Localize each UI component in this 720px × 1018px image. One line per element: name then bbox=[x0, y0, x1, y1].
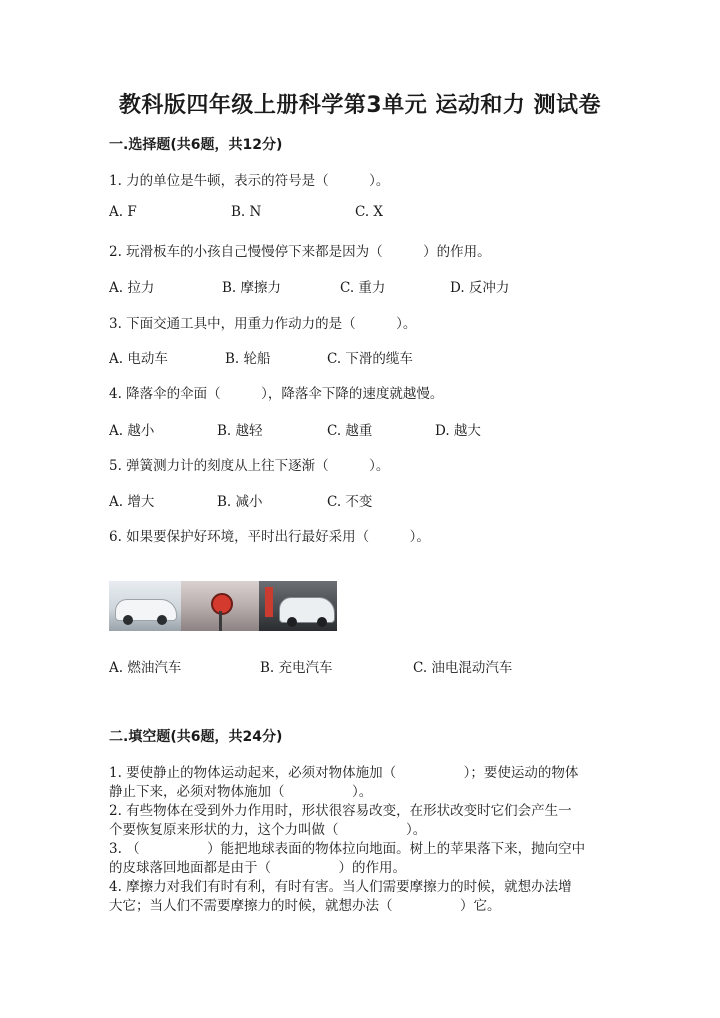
question-4: 4. 降落伞的伞面（ ），降落伞下降的速度就越慢。 bbox=[109, 386, 444, 402]
q5-option-a: A. 增大 bbox=[109, 494, 155, 510]
q4-option-a: A. 越小 bbox=[109, 423, 155, 439]
page-title: 教科版四年级上册科学第3单元 运动和力 测试卷 bbox=[118, 93, 602, 118]
charging-cable-shape bbox=[219, 611, 222, 631]
q1-option-a: A. F bbox=[109, 204, 137, 220]
car-photos bbox=[109, 581, 337, 631]
car-photo-gasoline bbox=[109, 581, 181, 631]
question-5: 5. 弹簧测力计的刻度从上往下逐渐（ ）。 bbox=[109, 458, 390, 474]
section-heading-choice: 一.选择题(共6题，共12分) bbox=[109, 137, 283, 153]
q2-option-b: B. 摩擦力 bbox=[222, 280, 282, 296]
q3-option-b: B. 轮船 bbox=[225, 351, 271, 367]
car-photo-charging bbox=[181, 581, 259, 631]
wheel-shape bbox=[287, 617, 297, 627]
wheel-shape bbox=[317, 617, 327, 627]
q6-option-b: B. 充电汽车 bbox=[260, 660, 333, 676]
q6-option-a: A. 燃油汽车 bbox=[109, 660, 182, 676]
wheel-shape bbox=[157, 615, 167, 625]
q4-option-c: C. 越重 bbox=[327, 423, 373, 439]
question-1: 1. 力的单位是牛顿，表示的符号是（ ）。 bbox=[109, 173, 390, 189]
q3-option-c: C. 下滑的缆车 bbox=[327, 351, 413, 367]
fill-line-7: 4. 摩擦力对我们有时有利，有时有害。当人们需要摩擦力的时候，就想办法增 bbox=[109, 879, 572, 895]
charger-station-shape bbox=[265, 587, 273, 617]
q1-option-c: C. X bbox=[355, 204, 384, 220]
q1-option-b: B. N bbox=[231, 204, 262, 220]
q4-option-d: D. 越大 bbox=[435, 423, 481, 439]
wheel-shape bbox=[123, 615, 133, 625]
charging-plug-shape bbox=[211, 593, 233, 615]
q5-option-c: C. 不变 bbox=[327, 494, 373, 510]
fill-line-5: 3. （ ）能把地球表面的物体拉向地面。树上的苹果落下来，抛向空中 bbox=[109, 841, 586, 857]
q4-option-b: B. 越轻 bbox=[217, 423, 263, 439]
fill-line-1: 1. 要使静止的物体运动起来，必须对物体施加（ ）；要使运动的物体 bbox=[109, 765, 579, 781]
fill-line-6: 的皮球落回地面都是由于（ ）的作用。 bbox=[109, 860, 406, 876]
fill-line-8: 大它；当人们不需要摩擦力的时候，就想办法（ ）它。 bbox=[109, 898, 501, 914]
q6-option-c: C. 油电混动汽车 bbox=[413, 660, 513, 676]
question-6: 6. 如果要保护好环境，平时出行最好采用（ ）。 bbox=[109, 529, 430, 545]
question-3: 3. 下面交通工具中，用重力作动力的是（ ）。 bbox=[109, 316, 417, 332]
q2-option-c: C. 重力 bbox=[340, 280, 386, 296]
q2-option-a: A. 拉力 bbox=[109, 280, 155, 296]
car-photo-hybrid bbox=[259, 581, 337, 631]
q5-option-b: B. 减小 bbox=[217, 494, 263, 510]
question-2: 2. 玩滑板车的小孩自己慢慢停下来都是因为（ ）的作用。 bbox=[109, 244, 491, 260]
q2-option-d: D. 反冲力 bbox=[450, 280, 510, 296]
fill-line-4: 个要恢复原来形状的力，这个力叫做（ ）。 bbox=[109, 822, 427, 838]
fill-line-2: 静止下来，必须对物体施加（ ）。 bbox=[109, 784, 373, 800]
fill-line-3: 2. 有些物体在受到外力作用时，形状很容易改变，在形状改变时它们会产生一 bbox=[109, 803, 572, 819]
section-heading-fill: 二.填空题(共6题，共24分) bbox=[109, 729, 283, 745]
q3-option-a: A. 电动车 bbox=[109, 351, 168, 367]
